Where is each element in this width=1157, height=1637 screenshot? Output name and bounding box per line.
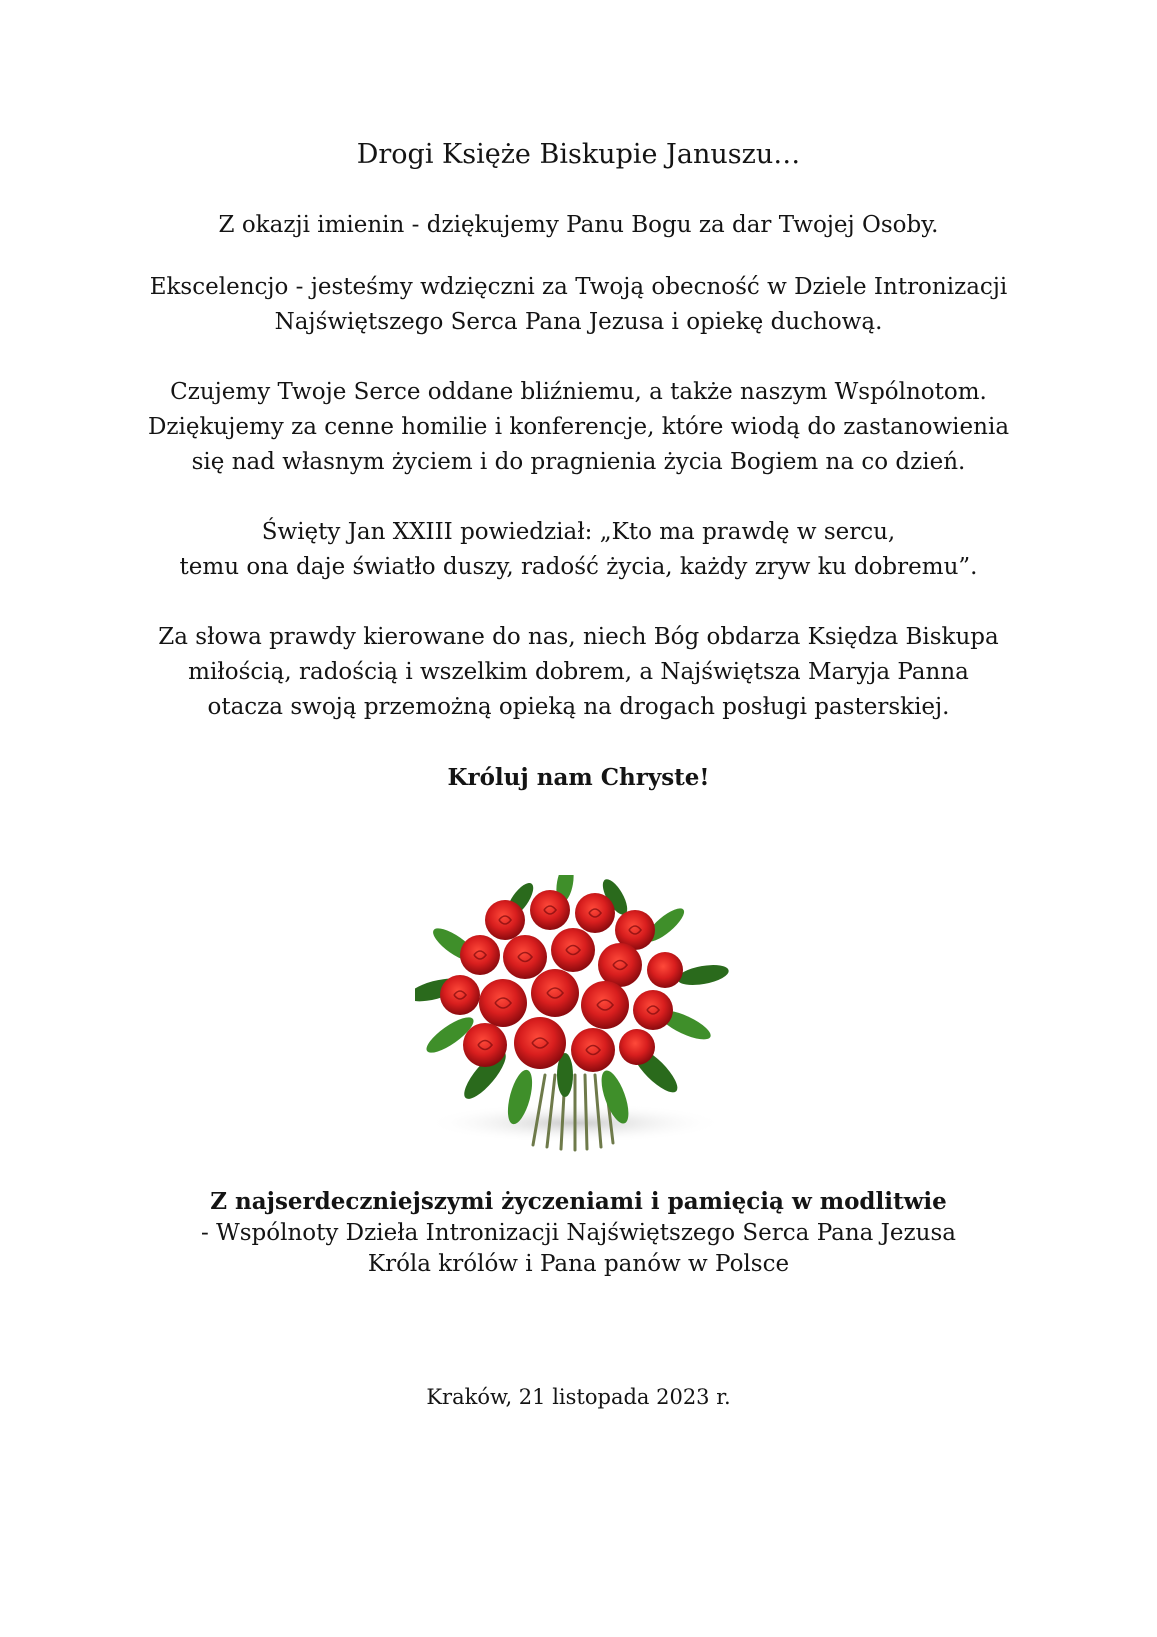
quote-line-1: Święty Jan XXIII powiedział: „Kto ma prawdę w sercu, — [261, 519, 896, 545]
paragraph-heart-line-3: się nad własnym życiem i do pragnienia życia Bogiem na co dzień. — [191, 449, 966, 475]
acclamation: Króluj nam Chryste! — [447, 764, 710, 791]
paragraph-gratitude-line-1: Ekscelencjo - jesteśmy wdzięczni za Twoją obecność w Dziele Intronizacji — [149, 274, 1008, 300]
quote-line-2: temu ona daje światło duszy, radość życia, każdy zryw ku dobremu”. — [179, 554, 978, 580]
closing-line-1: Z najserdeczniejszymi życzeniami i pamięcią w modlitwie — [210, 1188, 947, 1215]
closing-line-3: Króla królów i Pana panów w Polsce — [367, 1251, 790, 1277]
closing-line-2: - Wspólnoty Dzieła Intronizacji Najświętszego Serca Pana Jezusa — [201, 1220, 956, 1246]
paragraph-imieniny: Z okazji imienin - dziękujemy Panu Bogu za dar Twojej Osoby. — [218, 212, 939, 238]
blessing-line-2: miłością, radością i wszelkim dobrem, a Najświętsza Maryja Panna — [188, 659, 969, 685]
greeting-heading: Drogi Księże Biskupie Januszu… — [356, 139, 801, 170]
paragraph-heart-line-1: Czujemy Twoje Serce oddane bliźniemu, a także naszym Wspólnotom. — [170, 379, 987, 405]
paragraph-heart-line-2: Dziękujemy za cenne homilie i konferencje, które wiodą do zastanowienia — [147, 414, 1010, 440]
rose-bouquet-icon — [415, 875, 745, 1205]
paragraph-gratitude-line-2: Najświętszego Serca Pana Jezusa i opiekę duchową. — [274, 309, 883, 335]
place-date: Kraków, 21 listopada 2023 r. — [426, 1385, 731, 1409]
blessing-line-1: Za słowa prawdy kierowane do nas, niech Bóg obdarza Księdza Biskupa — [158, 624, 999, 650]
blessing-line-3: otacza swoją przemożną opieką na drogach posługi pasterskiej. — [207, 694, 950, 720]
